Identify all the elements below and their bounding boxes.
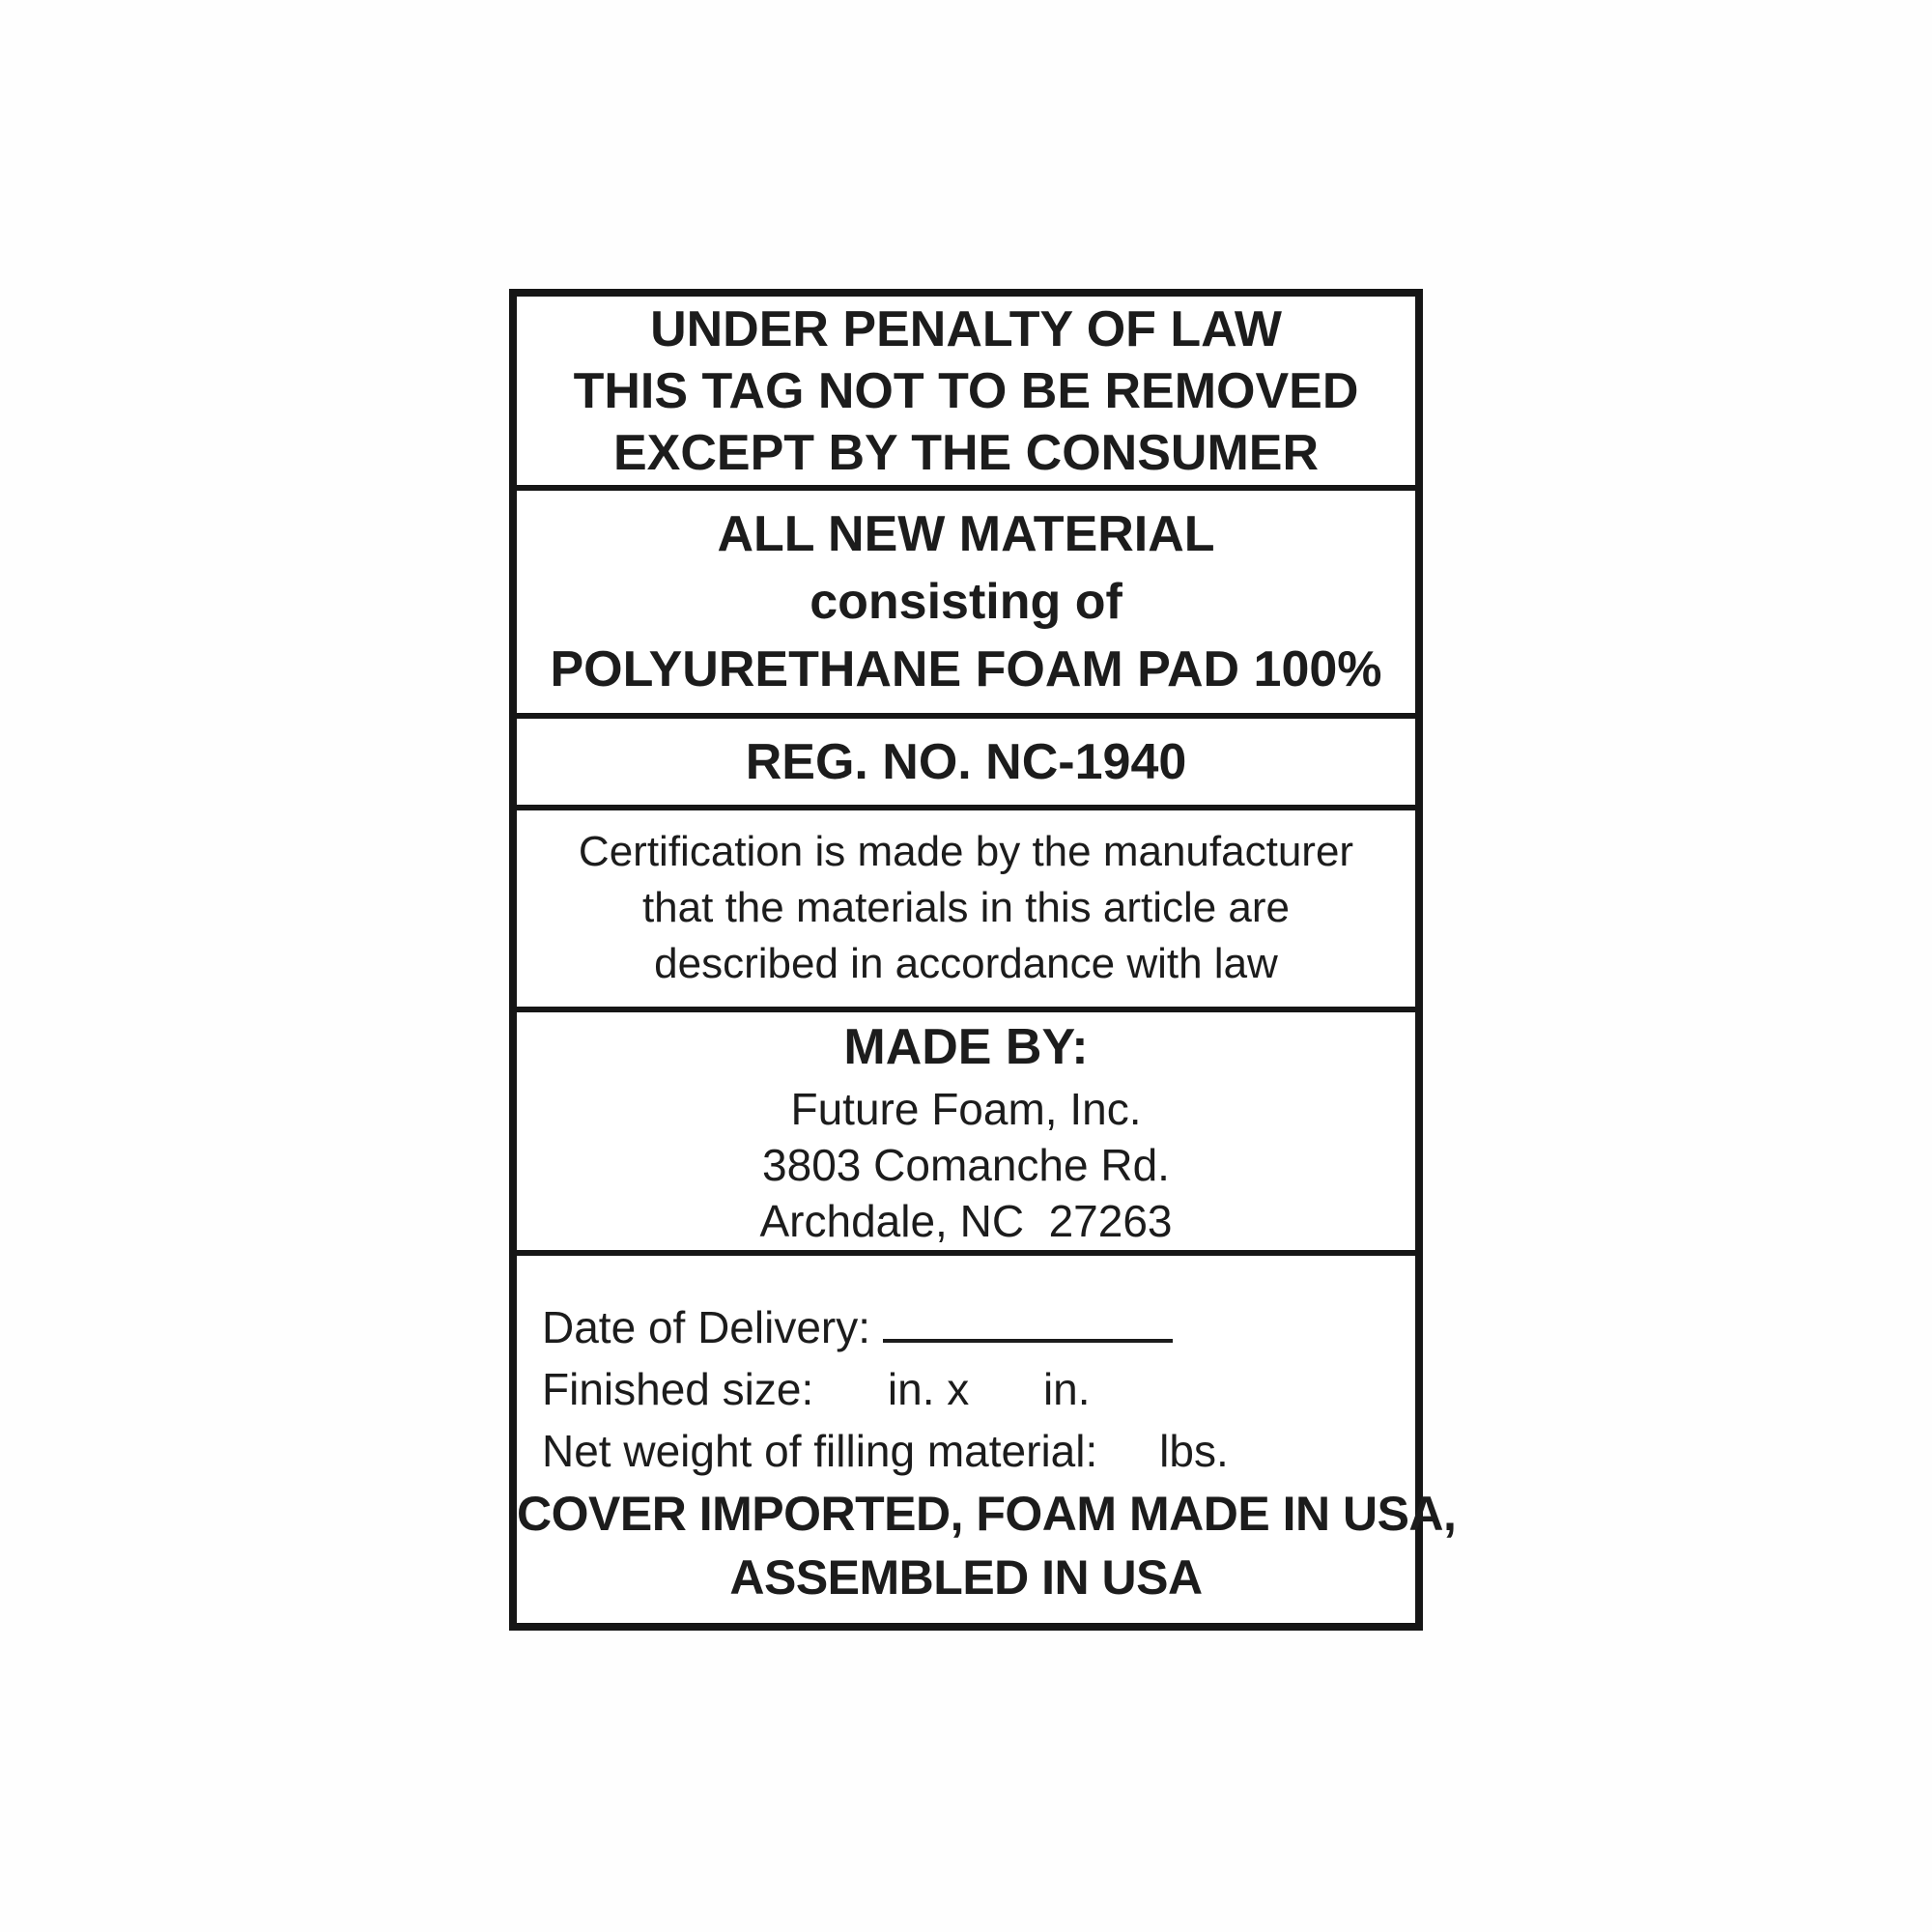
date-of-delivery-blank [883,1299,1173,1343]
certification-line: described in accordance with law [654,940,1278,988]
penalty-notice-section [517,297,1415,491]
material-line: ALL NEW MATERIAL [717,506,1215,563]
made-by-heading: MADE BY: [843,1019,1089,1075]
manufacturer-street: 3803 Comanche Rd. [762,1140,1170,1190]
date-of-delivery-label: Date of Delivery: [542,1302,883,1352]
finished-size-line: Finished size: in. x in. [542,1364,1091,1414]
manufacturer-city-state-zip: Archdale, NC 27263 [759,1196,1173,1246]
material-line: consisting of [810,574,1122,631]
origin-statement [517,1482,1457,1609]
registration-number: REG. NO. NC-1940 [745,733,1187,790]
made-by-section [517,1012,1415,1256]
penalty-line: THIS TAG NOT TO BE REMOVED [573,362,1359,419]
delivery-details [517,1296,1415,1482]
material-contents-section [517,491,1415,719]
registration-section [517,719,1415,810]
certification-line: that the materials in this article are [641,884,1291,932]
penalty-line: EXCEPT BY THE CONSUMER [612,424,1320,481]
law-tag [509,289,1457,1631]
manufacturer-name: Future Foam, Inc. [790,1084,1142,1134]
origin-line: ASSEMBLED IN USA [729,1550,1203,1605]
certification-section [517,810,1415,1012]
certification-line: Certification is made by the manufacturer [578,828,1354,876]
date-of-delivery-line [542,1296,1415,1358]
material-line: POLYURETHANE FOAM PAD 100% [550,641,1382,698]
net-weight-line: Net weight of filling material: lbs. [542,1426,1229,1476]
penalty-line: UNDER PENALTY OF LAW [650,300,1282,357]
origin-line: COVER IMPORTED, FOAM MADE IN USA, [517,1487,1457,1541]
delivery-details-section [517,1256,1457,1623]
